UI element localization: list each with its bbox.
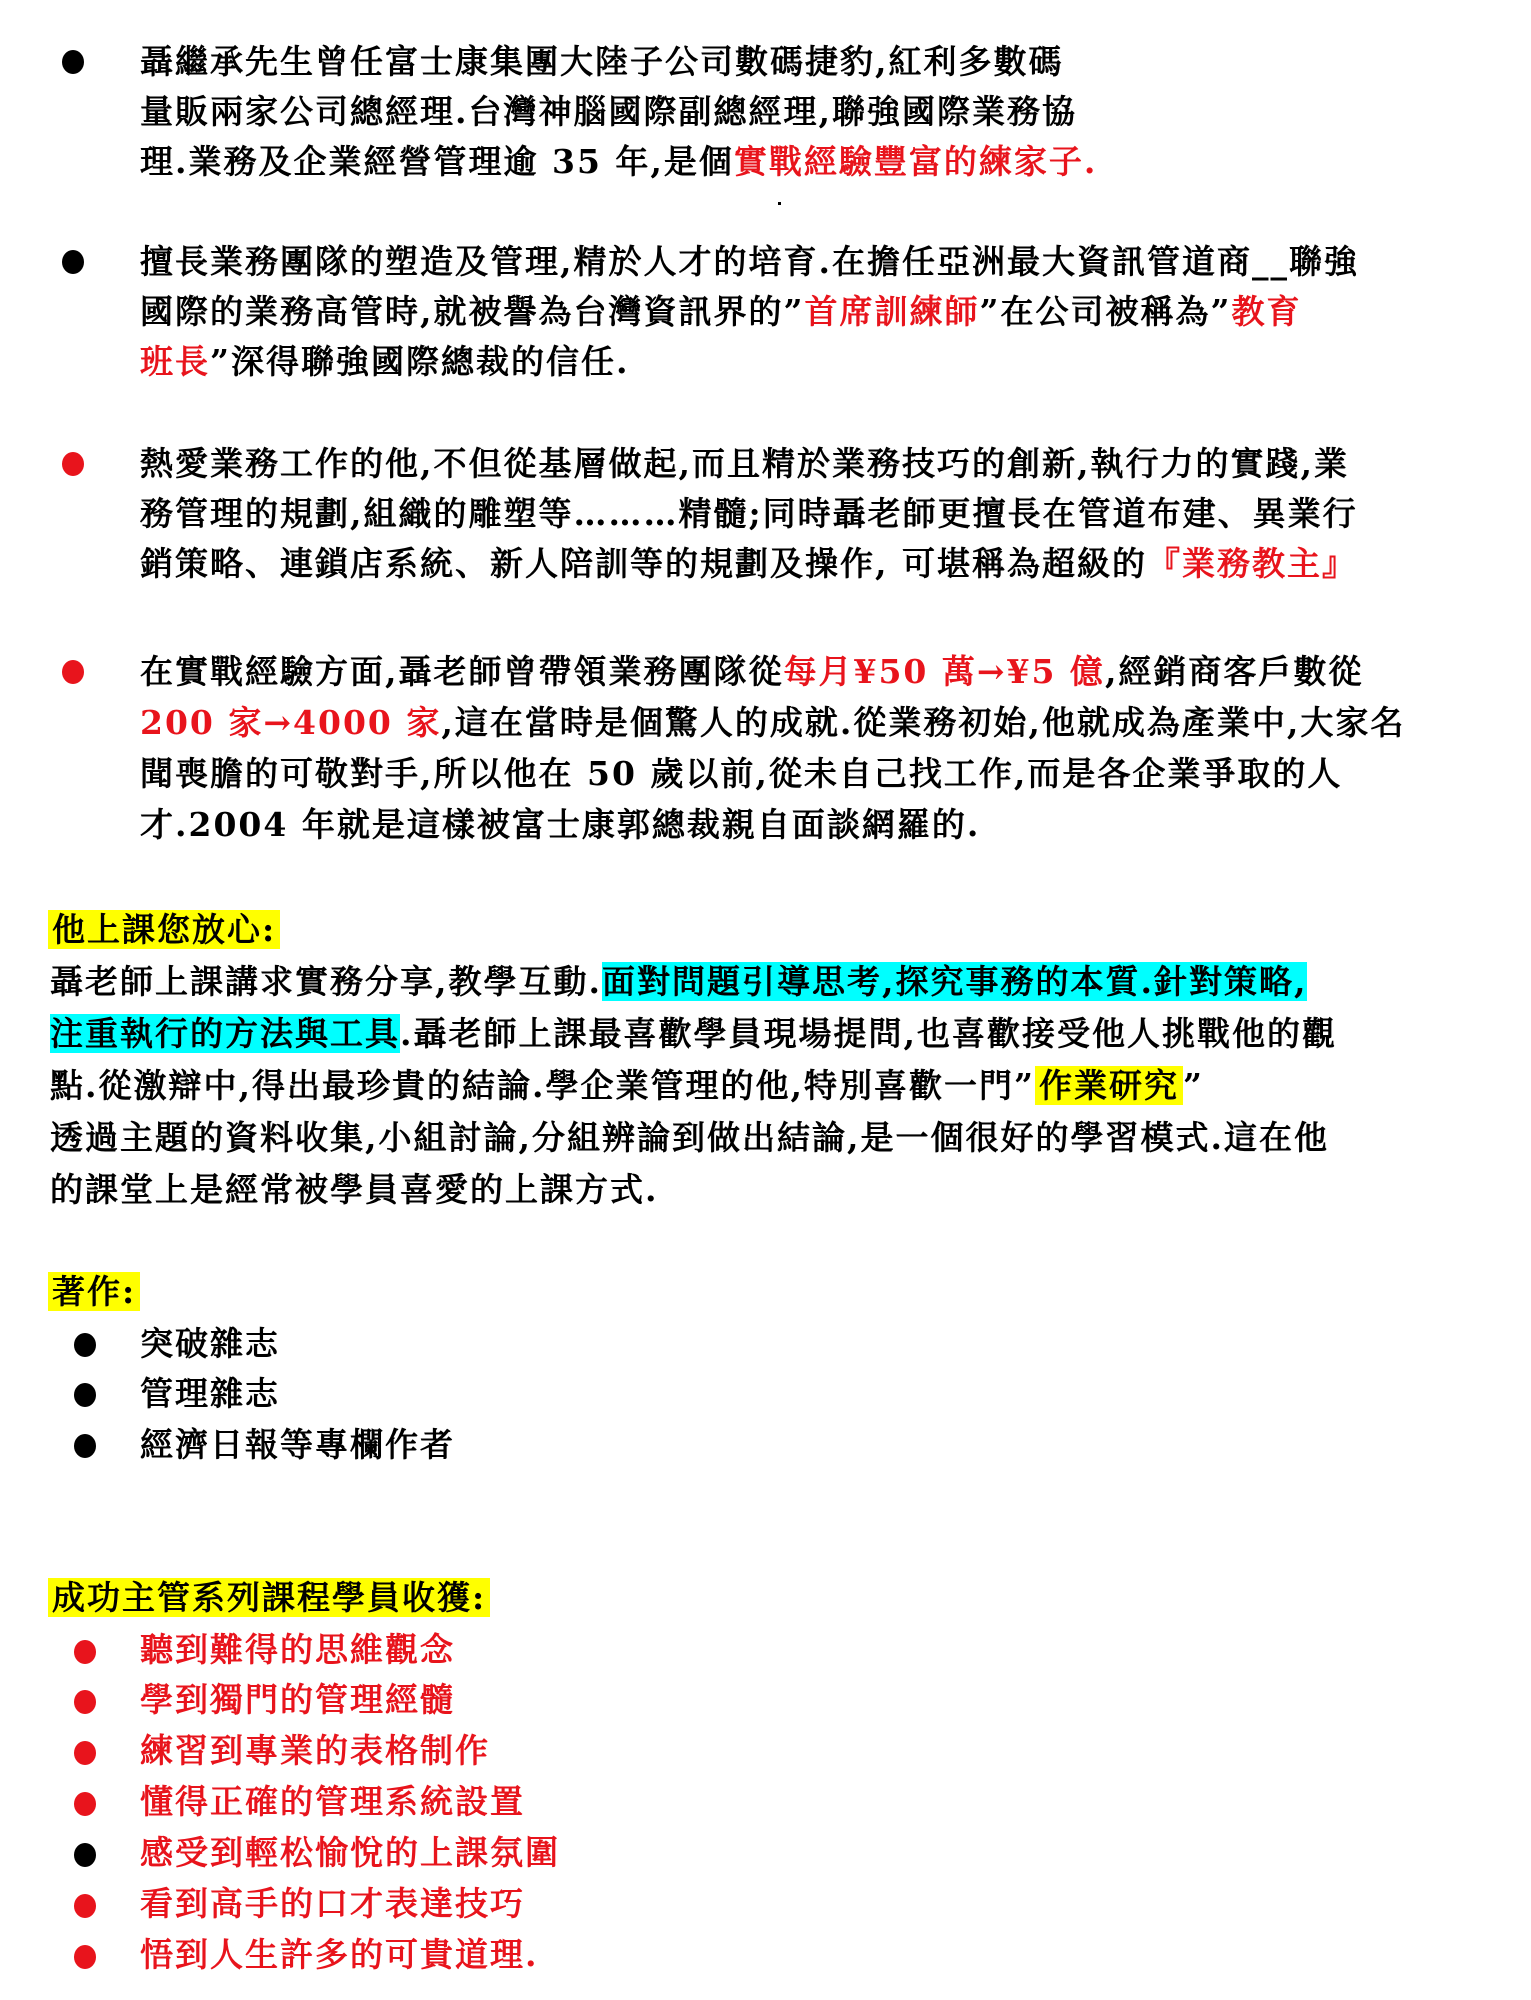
emphasis-red-text: 班長 [140, 342, 210, 381]
gain-item [140, 1882, 525, 1926]
text-segment: 才.2004 年就是這樣被富士康郭總裁親自面談網羅的. [140, 805, 981, 844]
teaching-section-heading [48, 908, 280, 952]
intro-bullet-3-line-3 [140, 542, 1357, 586]
gain-item [140, 1628, 455, 1672]
teaching-line-4 [50, 1116, 1329, 1160]
text-segment: 理.業務及企業經營管理逾 35 年,是個 [140, 142, 734, 181]
text-segment: 銷策略、連鎖店系統、新人陪訓等的規劃及操作, 可堪稱為超級的 [140, 544, 1147, 583]
gain-label: 悟到人生許多的可貴道理. [140, 1935, 539, 1974]
text-segment: 聶老師上課講求實務分享,教學互動. [50, 962, 602, 1001]
gain-item [140, 1729, 490, 1773]
gain-item [140, 1678, 455, 1722]
text-segment: 國際的業務高管時,就被譽為台灣資訊界的” [140, 292, 805, 331]
bullet-dot-icon [74, 1945, 96, 1969]
emphasis-red-text: 教育 [1231, 292, 1302, 331]
publication-label: 管理雜志 [140, 1374, 280, 1413]
bullet-dot-icon [74, 1741, 96, 1765]
bullet-dot-icon [74, 1640, 96, 1664]
stray-dot-mark [778, 202, 781, 205]
teaching-line-1 [50, 960, 1307, 1004]
gain-item [140, 1831, 560, 1875]
highlighted-yellow-text: 作業研究 [1035, 1066, 1183, 1105]
bullet-dot-icon [62, 660, 84, 684]
text-segment: 量販兩家公司總經理.台灣神腦國際副總經理,聯強國際業務協 [140, 92, 1077, 131]
intro-bullet-2-line-1 [140, 240, 1359, 284]
emphasis-red-text: 200 家→4000 家 [140, 703, 442, 742]
text-segment: 熱愛業務工作的他,不但從基層做起,而且精於業務技巧的創新,執行力的實踐,業 [140, 444, 1349, 483]
text-segment: 聞喪膽的可敬對手,所以他在 50 歲以前,從未自己找工作,而是各企業爭取的人 [140, 754, 1343, 793]
text-segment: ,這在當時是個驚人的成就.從業務初始,他就成為產業中,大家名 [441, 703, 1406, 742]
teaching-line-3 [50, 1064, 1204, 1108]
gain-label: 感受到輕松愉悅的上課氛圍 [140, 1833, 560, 1872]
text-segment: ”深得聯強國際總裁的信任. [210, 342, 630, 381]
intro-bullet-2-line-2 [140, 290, 1301, 334]
emphasis-red-text: 『業務教主』 [1146, 544, 1357, 583]
highlighted-heading: 著作: [48, 1272, 140, 1311]
gain-item [140, 1933, 539, 1977]
gain-item [140, 1780, 525, 1824]
text-segment: 擅長業務團隊的塑造及管理,精於人才的培育.在擔任亞洲最大資訊管道商__聯強 [140, 242, 1359, 281]
text-segment: 透過主題的資料收集,小組討論,分組辨論到做出結論,是一個很好的學習模式.這在他 [50, 1118, 1329, 1157]
bullet-dot-icon [74, 1894, 96, 1918]
gain-label: 聽到難得的思維觀念 [140, 1630, 455, 1669]
bullet-dot-icon [62, 452, 84, 476]
teaching-line-5 [50, 1168, 659, 1212]
gain-label: 學到獨門的管理經髓 [140, 1680, 455, 1719]
intro-bullet-1-line-1 [140, 40, 1064, 84]
intro-bullet-4-line-3 [140, 752, 1342, 796]
intro-bullet-1-line-2 [140, 90, 1077, 134]
text-segment: 的課堂上是經常被學員喜愛的上課方式. [50, 1170, 659, 1209]
bullet-dot-icon [62, 250, 84, 274]
bullet-dot-icon [74, 1843, 96, 1867]
publications-heading [48, 1270, 140, 1314]
emphasis-red-text: 實戰經驗豐富的練家子. [733, 142, 1098, 181]
publication-item [140, 1372, 280, 1416]
text-segment: 務管理的規劃,組織的雕塑等………精髓;同時聶老師更擅長在管道布建、異業行 [140, 494, 1358, 533]
intro-bullet-2-line-3 [140, 340, 629, 384]
intro-bullet-3-line-1 [140, 442, 1349, 486]
text-segment: ”在公司被稱為” [979, 292, 1232, 331]
gain-label: 看到高手的口才表達技巧 [140, 1884, 525, 1923]
gain-label: 練習到專業的表格制作 [140, 1731, 490, 1770]
highlighted-cyan-text: 面對問題引導思考,探究事務的本質.針對策略, [601, 962, 1308, 1001]
emphasis-red-text: 首席訓練師 [804, 292, 980, 331]
emphasis-red-text: 每月¥50 萬→¥5 億 [783, 652, 1105, 691]
intro-bullet-4-line-2 [140, 701, 1405, 745]
text-segment: ” [1182, 1066, 1204, 1105]
text-segment: 點.從激辯中,得出最珍貴的結論.學企業管理的他,特別喜歡一門” [50, 1066, 1035, 1105]
text-segment: 聶繼承先生曾任富士康集團大陸子公司數碼捷豹,紅利多數碼 [140, 42, 1064, 81]
bullet-dot-icon [74, 1690, 96, 1714]
intro-bullet-3-line-2 [140, 492, 1358, 536]
text-segment: .聶老師上課最喜歡學員現場提問,也喜歡接受他人挑戰他的觀 [400, 1014, 1337, 1053]
intro-bullet-1-line-3 [140, 140, 1097, 184]
bullet-dot-icon [62, 50, 84, 74]
publication-item [140, 1322, 280, 1366]
text-segment: ,經銷商客戶數從 [1104, 652, 1364, 691]
intro-bullet-4-line-4 [140, 803, 980, 847]
highlighted-heading: 成功主管系列課程學員收獲: [48, 1578, 490, 1617]
gains-heading [48, 1576, 490, 1620]
bullet-dot-icon [74, 1333, 96, 1357]
highlighted-heading: 他上課您放心: [48, 910, 280, 949]
publication-label: 經濟日報等專欄作者 [140, 1425, 455, 1464]
gain-label: 懂得正確的管理系統設置 [140, 1782, 525, 1821]
bullet-dot-icon [74, 1792, 96, 1816]
intro-bullet-4-line-1 [140, 650, 1363, 694]
bullet-dot-icon [74, 1434, 96, 1458]
bullet-dot-icon [74, 1383, 96, 1407]
text-segment: 在實戰經驗方面,聶老師曾帶領業務團隊從 [140, 652, 784, 691]
publication-item [140, 1423, 455, 1467]
publication-label: 突破雜志 [140, 1324, 280, 1363]
highlighted-cyan-text: 注重執行的方法與工具 [50, 1014, 400, 1053]
teaching-line-2 [50, 1012, 1337, 1056]
